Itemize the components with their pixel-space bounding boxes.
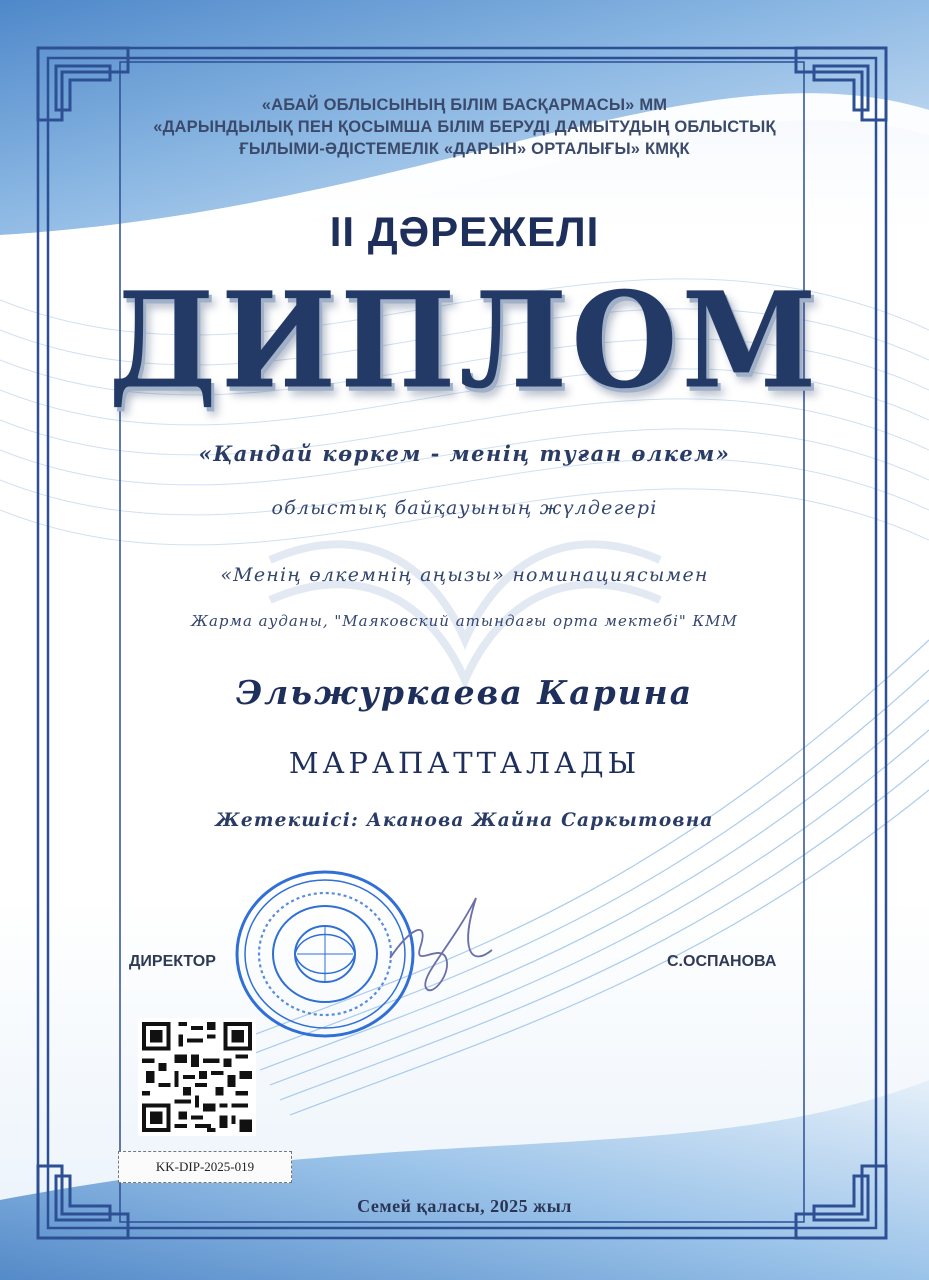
- organization-line-1: «АБАЙ ОБЛЫСЫНЫҢ БІЛІМ БАСҚАРМАСЫ» ММ: [261, 96, 668, 114]
- director-label: ДИРЕКТОР: [129, 953, 216, 970]
- organization-line-3: ҒЫЛЫМИ-ӘДІСТЕМЕЛІК «ДАРЫН» ОРТАЛЫҒЫ» КМҚК: [239, 140, 690, 158]
- certificate-code: KK-DIP-2025-019: [118, 1151, 292, 1183]
- director-name: С.ОСПАНОВА: [667, 953, 777, 970]
- contest-role: облыстық байқауының жүлдегері: [271, 497, 658, 519]
- contest-name: «Қандай көркем - менің туған өлкем»: [198, 441, 731, 466]
- handwritten-signature: [380, 888, 500, 1008]
- degree-heading: ІІ ДӘРЕЖЕЛІ: [329, 208, 600, 255]
- diploma-title: ДИПЛОМ: [108, 262, 821, 418]
- school: Жарма ауданы, "Маяковский атындағы орта мектебі" КММ: [191, 612, 738, 630]
- footer-city-year: Семей қаласы, 2025 жыл: [357, 1196, 572, 1216]
- qr-code-icon: [138, 1018, 256, 1136]
- recipient-name: Эльжуркаева Карина: [235, 673, 694, 712]
- leader-text: Жетекшісі: Аканова Жайна Саркытовна: [215, 810, 714, 831]
- nomination: «Менің өлкемнің аңызы» номинациясымен: [220, 564, 709, 586]
- organization-line-2: «ДАРЫНДЫЛЫҚ ПЕН ҚОСЫМША БІЛІМ БЕРУДІ ДАМЫТУДЫҢ ОБЛЫСТЫҚ: [153, 118, 776, 136]
- awarded-text: МАРАПАТТАЛАДЫ: [288, 746, 641, 780]
